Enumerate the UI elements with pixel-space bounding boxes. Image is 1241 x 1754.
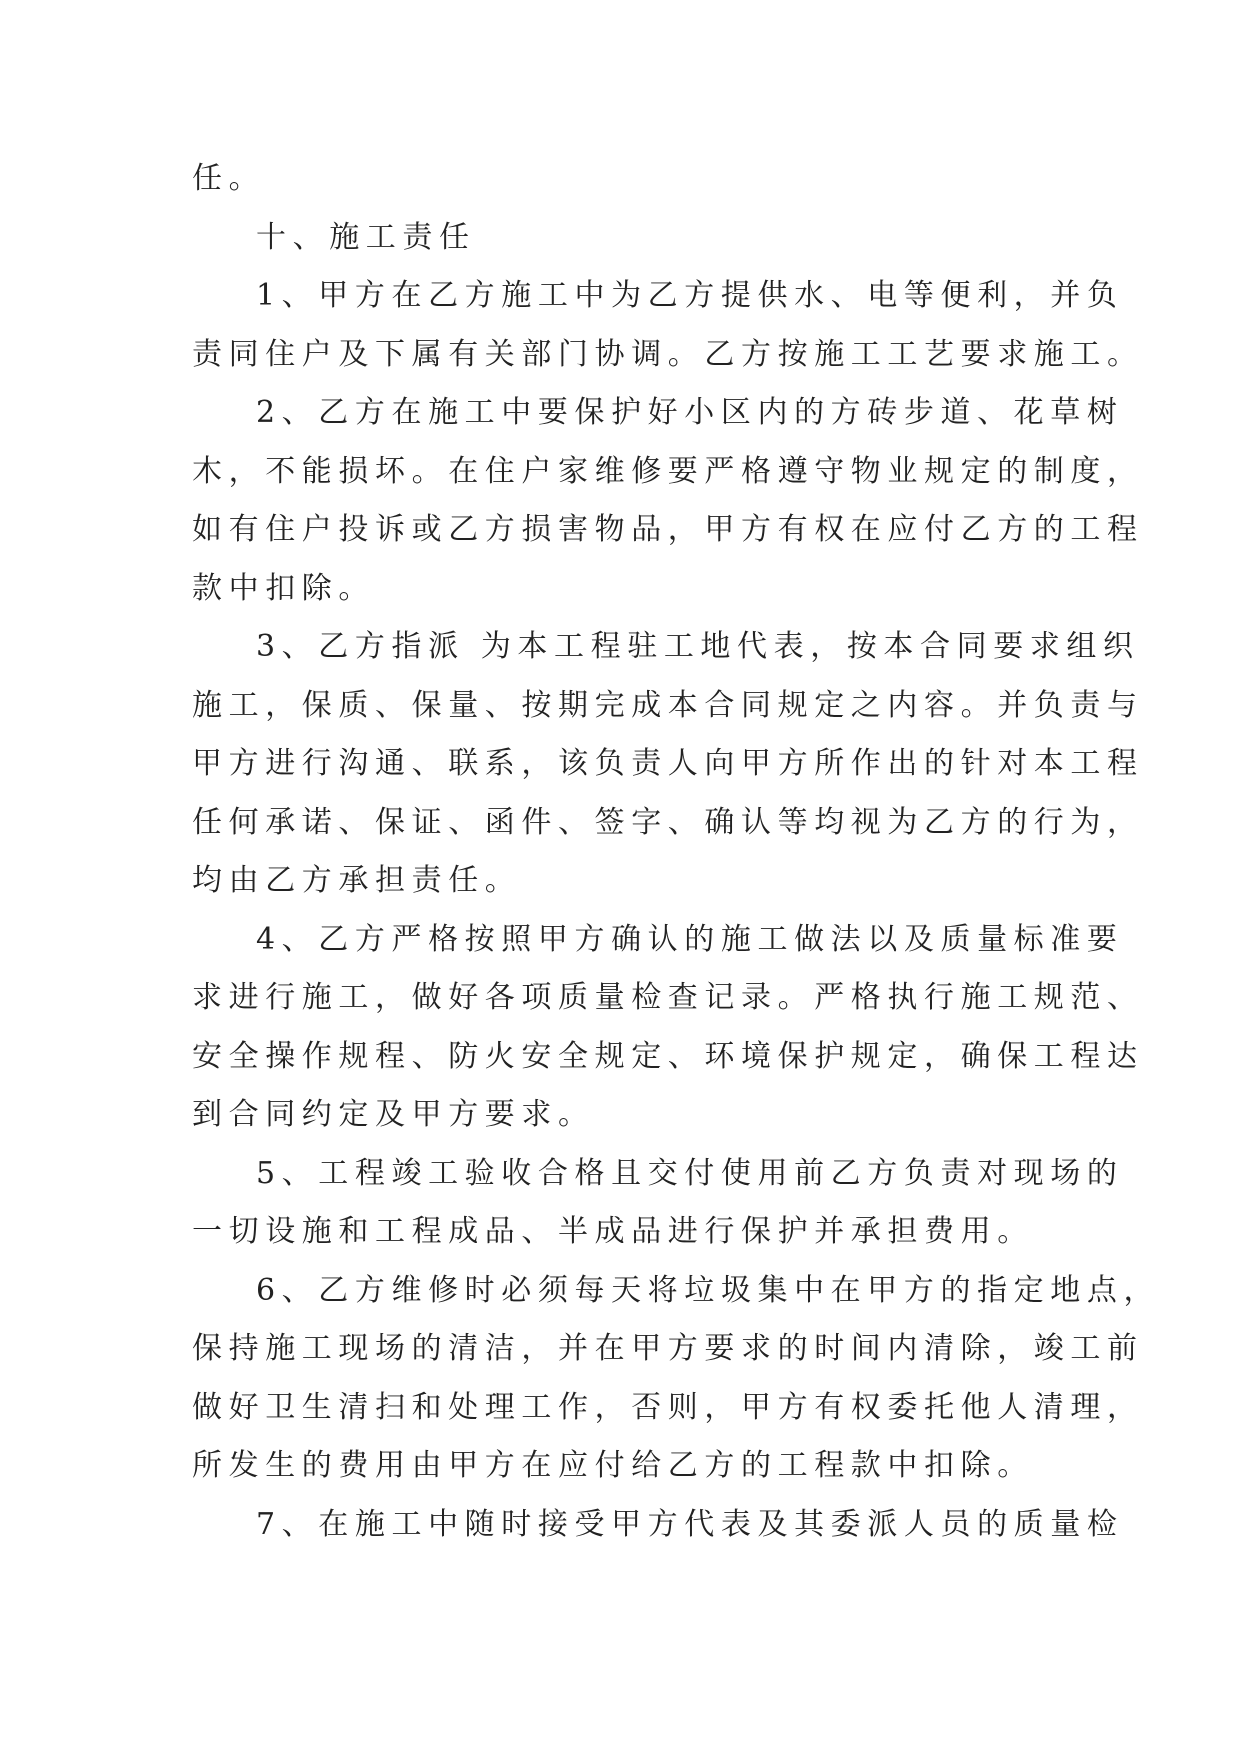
clause-3-line-1: 3、乙方指派 为本工程驻工地代表，按本合同要求组织	[256, 629, 1140, 664]
clause-5-line-1: 5、工程竣工验收合格且交付使用前乙方负责对现场的	[256, 1155, 1124, 1191]
clause-3-line-4: 任何承诺、保证、函件、签字、确认等均视为乙方的行为，	[192, 804, 1144, 840]
clause-6-line-3: 做好卫生清扫和处理工作，否则，甲方有权委托他人清理，	[192, 1389, 1144, 1425]
clause-2-line-3: 如有住户投诉或乙方损害物品，甲方有权在应付乙方的工程	[192, 512, 1144, 547]
clause-4-line-2: 求进行施工，做好各项质量检查记录。严格执行施工规范、	[192, 980, 1144, 1015]
document-body	[192, 150, 1161, 1554]
clause-4-line-1: 4、乙方严格按照甲方确认的施工做法以及质量标准要	[256, 921, 1124, 957]
section-heading: 十、施工责任	[256, 219, 476, 255]
clause-3-line-2: 施工，保质、保量、按期完成本合同规定之内容。并负责与	[192, 687, 1144, 723]
clause-4-line-3: 安全操作规程、防火安全规定、环境保护规定，确保工程达	[192, 1038, 1144, 1074]
clause-4-line-4: 到合同约定及甲方要求。	[192, 1097, 595, 1132]
clause-6-line-1: 6、乙方维修时必须每天将垃圾集中在甲方的指定地点，	[256, 1272, 1161, 1308]
text-line-continuation: 任。	[192, 161, 266, 196]
clause-2-line-1: 2、乙方在施工中要保护好小区内的方砖步道、花草树	[256, 395, 1124, 430]
clause-5-line-2: 一切设施和工程成品、半成品进行保护并承担费用。	[192, 1214, 1034, 1249]
clause-2-line-2: 木，不能损坏。在住户家维修要严格遵守物业规定的制度，	[192, 453, 1144, 489]
clause-2-line-4: 款中扣除。	[192, 570, 375, 606]
clause-1-line-2: 责同住户及下属有关部门协调。乙方按施工工艺要求施工。	[192, 336, 1144, 372]
clause-7-line-1: 7、在施工中随时接受甲方代表及其委派人员的质量检	[256, 1506, 1124, 1542]
clause-3-line-3: 甲方进行沟通、联系，该负责人向甲方所作出的针对本工程	[192, 746, 1144, 781]
clause-6-line-4: 所发生的费用由甲方在应付给乙方的工程款中扣除。	[192, 1448, 1034, 1483]
clause-1-line-1: 1、甲方在乙方施工中为乙方提供水、电等便利，并负	[256, 278, 1124, 313]
clause-3-line-5: 均由乙方承担责任。	[192, 863, 522, 898]
clause-6-line-2: 保持施工现场的清洁，并在甲方要求的时间内清除，竣工前	[192, 1331, 1144, 1366]
